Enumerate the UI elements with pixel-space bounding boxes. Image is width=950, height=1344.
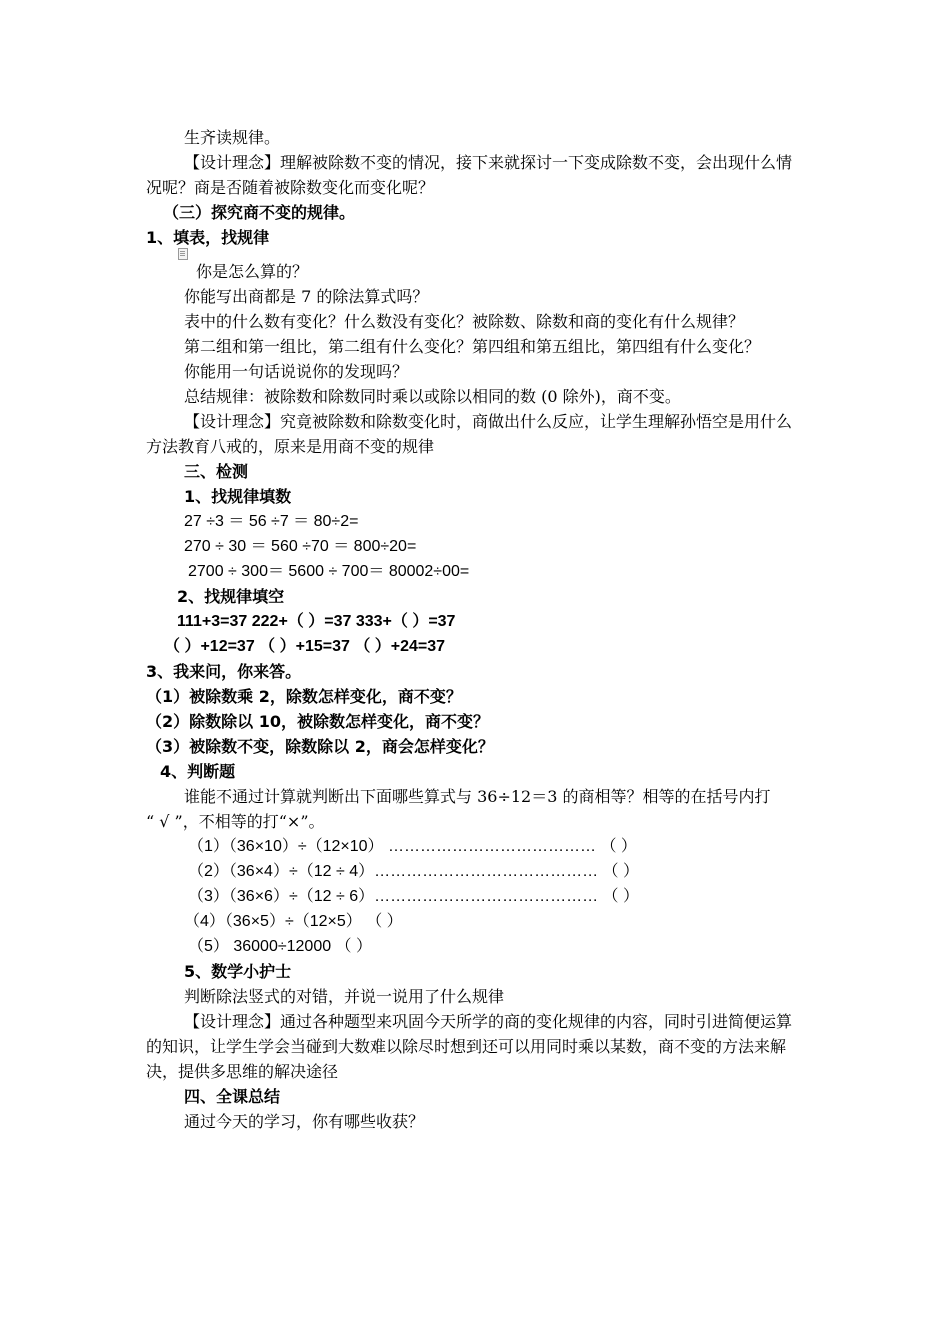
exercise-line: 270 ÷ 30 ＝ 560 ÷70 ＝ 800÷20= xyxy=(184,538,417,555)
summary-rule: 总结规律：被除数和除数同时乘以或除以相同的数 (0 除外)，商不变。 xyxy=(184,387,681,406)
question-line: 表中的什么数有变化？什么数没有变化？被除数、除数和商的变化有什么规律？ xyxy=(184,312,745,331)
question-item: （1）被除数乘 2，除数怎样变化，商不变？ xyxy=(146,687,462,706)
exercise-line: 2700 ÷ 300＝ 5600 ÷ 700＝ 80002÷00= xyxy=(188,563,470,580)
question-line: 第二组和第一组比，第二组有什么变化？第四组和第五组比，第四组有什么变化？ xyxy=(184,337,761,356)
subsection-heading: 4、判断题 xyxy=(160,762,236,781)
question-item: （2）除数除以 10，被除数怎样变化，商不变？ xyxy=(146,712,489,731)
text-line: 况呢？商是否随着被除数变化而变化呢？ xyxy=(146,178,435,197)
judgment-item: （3）（36×6）÷（12 ÷ 6）…………………………………… （ ） xyxy=(188,888,639,905)
question-item: （3）被除数不变，除数除以 2，商会怎样变化？ xyxy=(146,737,494,756)
exercise-line: 111+3=37 222+（ ）=37 333+（ ）=37 xyxy=(177,613,456,630)
judgment-item: （4）（36×5）÷（12×5） （ ） xyxy=(184,913,403,930)
subsection-heading: 3、我来问，你来答。 xyxy=(146,662,302,681)
judgment-item: （2）（36×4）÷（12 ÷ 4）…………………………………… （ ） xyxy=(188,863,639,880)
subsection-heading: 1、填表，找规律 xyxy=(146,228,270,247)
section-heading: 四、全课总结 xyxy=(184,1087,281,1106)
exercise-line: （ ）+12=37 （ ）+15=37 （ ）+24=37 xyxy=(164,638,446,655)
design-concept-paragraph: 【设计理念】通过各种题型来巩固今天所学的商的变化规律的内容，同时引进简便运算 xyxy=(184,1012,793,1031)
design-concept-paragraph: 【设计理念】究竟被除数和除数变化时，商做出什么反应，让学生理解孙悟空是用什么 xyxy=(184,412,793,431)
section-heading: 三、检测 xyxy=(184,462,249,481)
judgment-item: （5） 36000÷12000 （ ） xyxy=(188,938,373,955)
embedded-image-placeholder-icon xyxy=(178,248,188,260)
question-line: 你能写出商都是 7 的除法算式吗？ xyxy=(184,287,429,306)
section-heading: （三）探究商不变的规律。 xyxy=(163,203,356,222)
subsection-heading: 5、数学小护士 xyxy=(184,962,292,981)
subsection-heading: 2、找规律填空 xyxy=(177,587,285,606)
instruction-line: 谁能不通过计算就判断出下面哪些算式与 36÷12＝3 的商相等？相等的在括号内打 xyxy=(184,787,771,806)
question-line: 你能用一句话说说你的发现吗？ xyxy=(184,362,409,381)
question-line: 你是怎么算的？ xyxy=(196,262,309,281)
text-line: 的知识，让学生学会当碰到大数难以除尽时想到还可以用同时乘以某数，商不变的方法来解 xyxy=(146,1037,787,1056)
text-line: 决，提供多思维的解决途径 xyxy=(146,1062,339,1081)
design-concept-paragraph: 【设计理念】理解被除数不变的情况，接下来就探讨一下变成除数不变，会出现什么情 xyxy=(184,153,793,172)
text-line: 方法教育八戒的，原来是用商不变的规律 xyxy=(146,437,435,456)
text-line: 通过今天的学习，你有哪些收获？ xyxy=(184,1112,425,1131)
judgment-item: （1）（36×10）÷（12×10） ………………………………… （ ） xyxy=(188,838,637,855)
exercise-line: 27 ÷3 ＝ 56 ÷7 ＝ 80÷2= xyxy=(184,513,359,530)
text-line: 生齐读规律。 xyxy=(184,128,281,147)
instruction-line: “ √ ”，不相等的打“×”。 xyxy=(146,812,325,831)
subsection-heading: 1、找规律填数 xyxy=(184,487,292,506)
text-line: 判断除法竖式的对错，并说一说用了什么规律 xyxy=(184,987,505,1006)
